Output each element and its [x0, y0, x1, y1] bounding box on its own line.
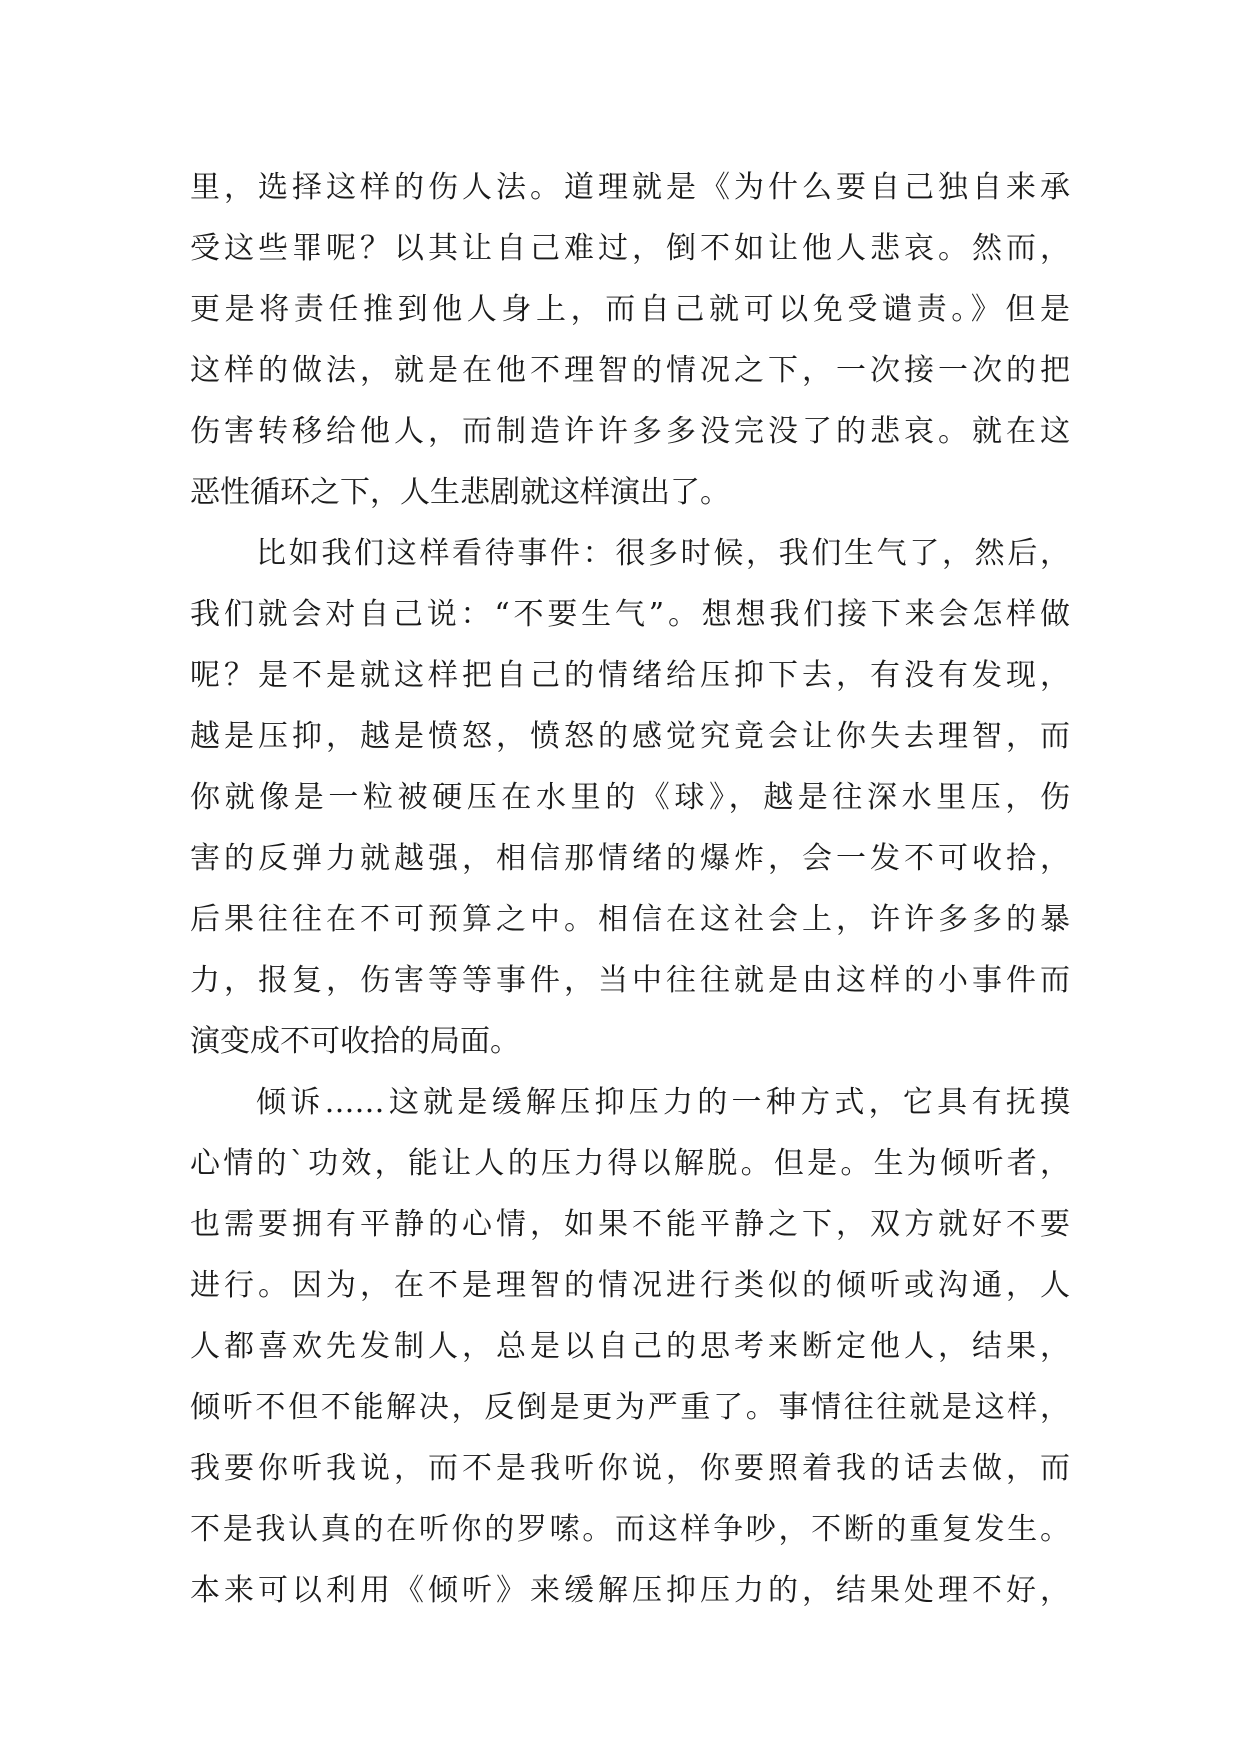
document-body [190, 157, 1070, 1621]
paragraph-2-line: 后果往往在不可预算之中。相信在这社会上，许许多多的暴 [190, 902, 1070, 937]
paragraph-2-line: 我们就会对自己说：“不要生气”。想想我们接下来会怎样做 [190, 597, 1070, 632]
paragraph-3-line: 人都喜欢先发制人，总是以自己的思考来断定他人，结果， [190, 1329, 1070, 1364]
paragraph-2-line: 力，报复，伤害等等事件，当中往往就是由这样的小事件而 [190, 963, 1070, 998]
paragraph-2-line: 演变成不可收拾的局面。 [190, 1024, 520, 1059]
paragraph-1-line: 伤害转移给他人，而制造许许多多没完没了的悲哀。就在这 [190, 414, 1070, 449]
paragraph-3-line: 也需要拥有平静的心情，如果不能平静之下，双方就好不要 [190, 1207, 1070, 1242]
paragraph-1-line: 更是将责任推到他人身上，而自己就可以免受谴责。》但是 [190, 292, 1070, 327]
paragraph-3-line: 我要你听我说，而不是我听你说，你要照着我的话去做，而 [190, 1451, 1070, 1486]
paragraph-2-line: 越是压抑，越是愤怒，愤怒的感觉究竟会让你失去理智，而 [190, 719, 1070, 754]
paragraph-1-line: 恶性循环之下，人生悲剧就这样演出了。 [190, 475, 730, 510]
paragraph-3-line: 进行。因为，在不是理智的情况进行类似的倾听或沟通，人 [190, 1268, 1070, 1303]
paragraph-1-line: 里，选择这样的伤人法。道理就是《为什么要自己独自来承 [190, 170, 1070, 205]
paragraph-3-line: 倾听不但不能解决，反倒是更为严重了。事情往往就是这样， [190, 1390, 1070, 1425]
paragraph-2-line: 害的反弹力就越强，相信那情绪的爆炸，会一发不可收拾， [190, 841, 1070, 876]
paragraph-2-line: 你就像是一粒被硬压在水里的《球》，越是往深水里压，伤 [190, 780, 1070, 815]
paragraph-2-line: 呢？是不是就这样把自己的情绪给压抑下去，有没有发现， [190, 658, 1070, 693]
paragraph-3-line: 不是我认真的在听你的罗嗦。而这样争吵，不断的重复发生。 [190, 1512, 1070, 1547]
paragraph-2-line: 比如我们这样看待事件：很多时候，我们生气了，然后， [256, 536, 1070, 571]
paragraph-1-line: 这样的做法，就是在他不理智的情况之下，一次接一次的把 [190, 353, 1070, 388]
paragraph-1-line: 受这些罪呢？以其让自己难过，倒不如让他人悲哀。然而， [190, 231, 1070, 266]
paragraph-3-line: 本来可以利用《倾听》来缓解压抑压力的，结果处理不好， [190, 1573, 1070, 1608]
paragraph-3-line: 心情的`功效，能让人的压力得以解脱。但是。生为倾听者， [190, 1146, 1070, 1181]
paragraph-3-line: 倾诉……这就是缓解压抑压力的一种方式，它具有抚摸 [256, 1085, 1070, 1120]
